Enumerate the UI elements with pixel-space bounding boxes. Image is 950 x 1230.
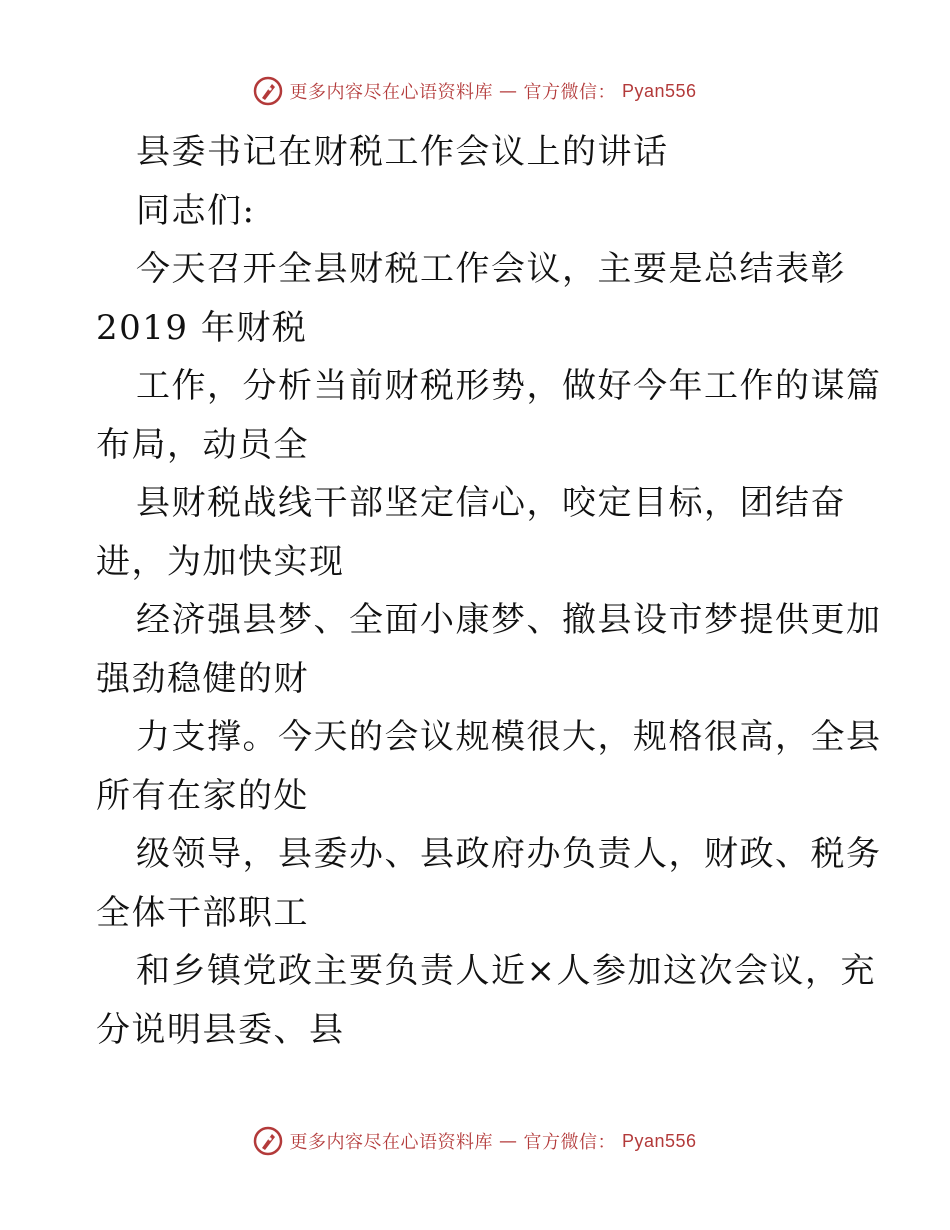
paragraph-line: 和乡镇党政主要负责人近×人参加这次会议，充 [136, 951, 876, 991]
footer-watermark [0, 1121, 950, 1161]
paragraph-line: 布局，动员全 [96, 424, 309, 465]
paragraph-line: 全体干部职工 [96, 892, 309, 933]
paragraph-line: 2019 年财税 [96, 307, 308, 348]
watermark-separator: — [498, 80, 518, 102]
watermark-label: 官方微信： [523, 82, 616, 103]
watermark-text: 更多内容尽在心语资料库 [289, 82, 493, 103]
watermark-separator: — [498, 1130, 518, 1152]
paragraph-line: 进，为加快实现 [96, 541, 345, 582]
paragraph-line: 所有在家的处 [96, 775, 309, 816]
watermark-text: 更多内容尽在心语资料库 [289, 1132, 493, 1153]
paragraph-line: 强劲稳健的财 [96, 658, 309, 699]
watermark-label: 官方微信： [523, 1132, 616, 1153]
document-body [96, 123, 882, 1059]
paragraph-line: 分说明县委、县 [96, 1009, 345, 1050]
watermark-wechat-id: Pyan556 [621, 80, 697, 101]
document-title: 县委书记在财税工作会议上的讲话 [136, 132, 669, 172]
paragraph-line: 级领导，县委办、县政府办负责人，财政、税务 [136, 834, 882, 874]
paragraph-line: 经济强县梦、全面小康梦、撤县设市梦提供更加 [136, 600, 882, 640]
watermark-wechat-id: Pyan556 [621, 1130, 697, 1151]
paragraph-line: 工作，分析当前财税形势，做好今年工作的谋篇 [136, 366, 882, 406]
paragraph-line: 力支撑。今天的会议规模很大，规格很高，全县 [136, 717, 882, 757]
paragraph-line: 县财税战线干部坚定信心，咬定目标，团结奋 [136, 483, 846, 523]
header-watermark [0, 71, 950, 111]
pen-nib-logo-icon [253, 76, 283, 106]
pen-nib-logo-icon [253, 1126, 283, 1156]
salutation: 同志们: [136, 190, 256, 231]
paragraph-line: 今天召开全县财税工作会议，主要是总结表彰 [136, 249, 846, 289]
